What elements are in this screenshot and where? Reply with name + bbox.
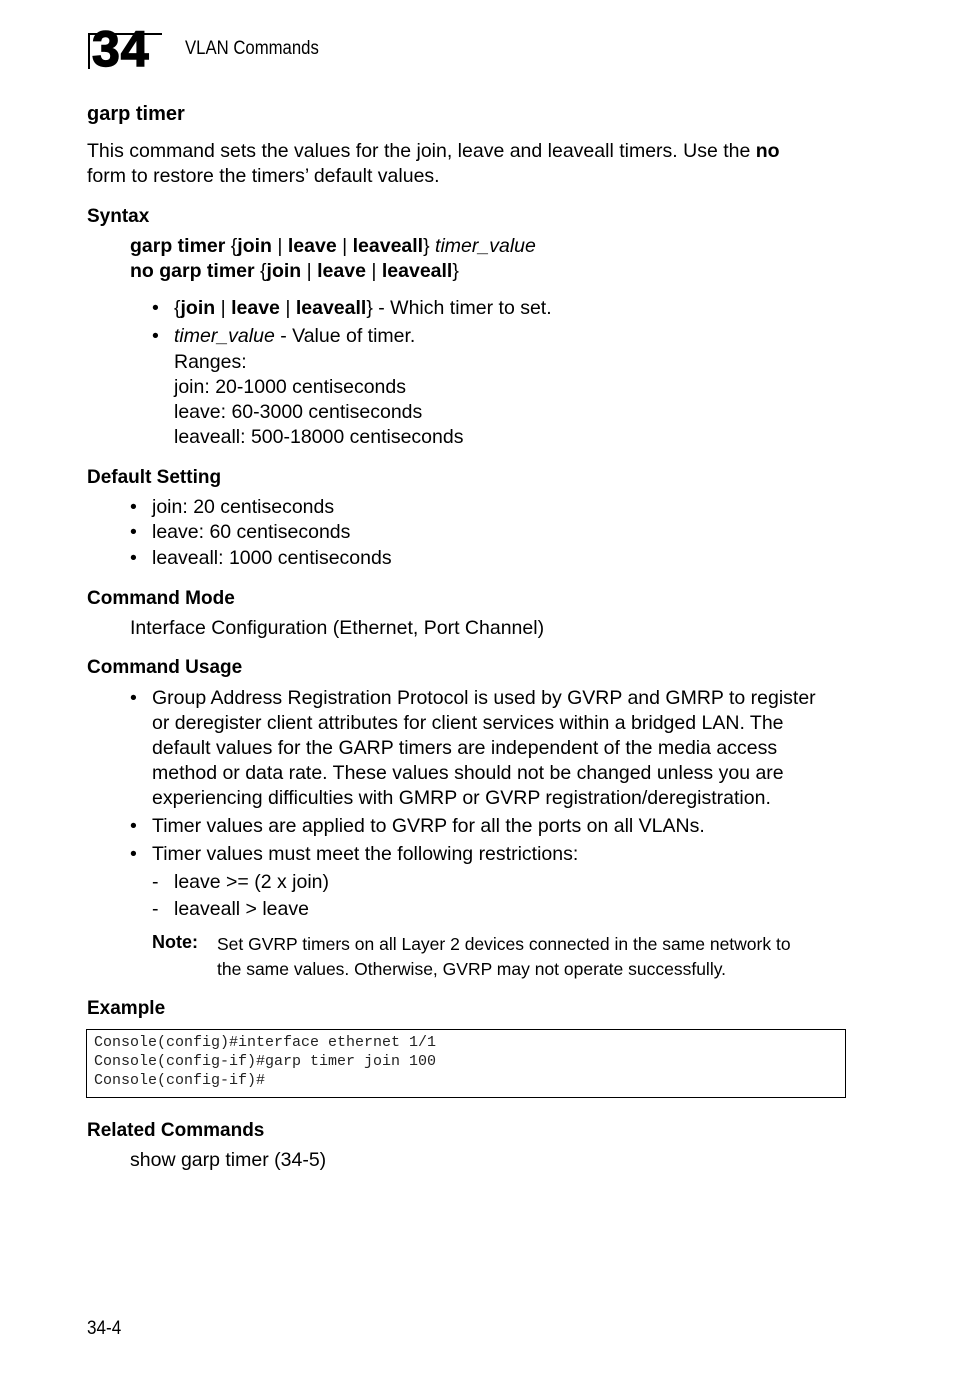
chapter-title: VLAN Commands	[185, 38, 319, 59]
command-mode-text: Interface Configuration (Ethernet, Port Channel)	[130, 617, 545, 639]
command-description: This command sets the values for the join, leave and leaveall timers. Use the no form to restore the timers’ default values.	[87, 140, 780, 187]
syntax-line-1: garp timer {join | leave | leaveall} timer_value	[130, 235, 536, 257]
range-leaveall: leaveall: 500-18000 centiseconds	[174, 426, 464, 448]
code-line: Console(config)#interface ethernet 1/1	[94, 1034, 437, 1051]
command-title: garp timer	[87, 103, 185, 125]
ranges-label: Ranges:	[174, 351, 247, 373]
syntax-heading: Syntax	[87, 206, 150, 227]
example-code-block	[86, 1029, 846, 1098]
chapter-number: 34	[92, 21, 150, 77]
syntax-line-2: no garp timer {join | leave | leaveall}	[130, 260, 459, 282]
related-command-link: show garp timer (34-5)	[130, 1149, 327, 1171]
command-usage-heading: Command Usage	[87, 657, 243, 678]
example-heading: Example	[87, 998, 166, 1019]
command-mode-heading: Command Mode	[87, 588, 235, 609]
default-setting-heading: Default Setting	[87, 467, 222, 488]
code-line: Console(config-if)#garp timer join 100	[94, 1053, 437, 1070]
note-label: Note:	[152, 932, 198, 952]
range-join: join: 20-1000 centiseconds	[174, 376, 406, 398]
related-commands-heading: Related Commands	[87, 1120, 265, 1141]
no-keyword: no	[755, 140, 780, 162]
page-number: 34-4	[87, 1318, 122, 1339]
note-text: Set GVRP timers on all Layer 2 devices connected in the same network to the same values. Otherwise, GVRP may not operate successfully.	[217, 934, 791, 979]
range-leave: leave: 60-3000 centiseconds	[174, 401, 423, 423]
code-line: Console(config-if)#	[94, 1072, 266, 1089]
